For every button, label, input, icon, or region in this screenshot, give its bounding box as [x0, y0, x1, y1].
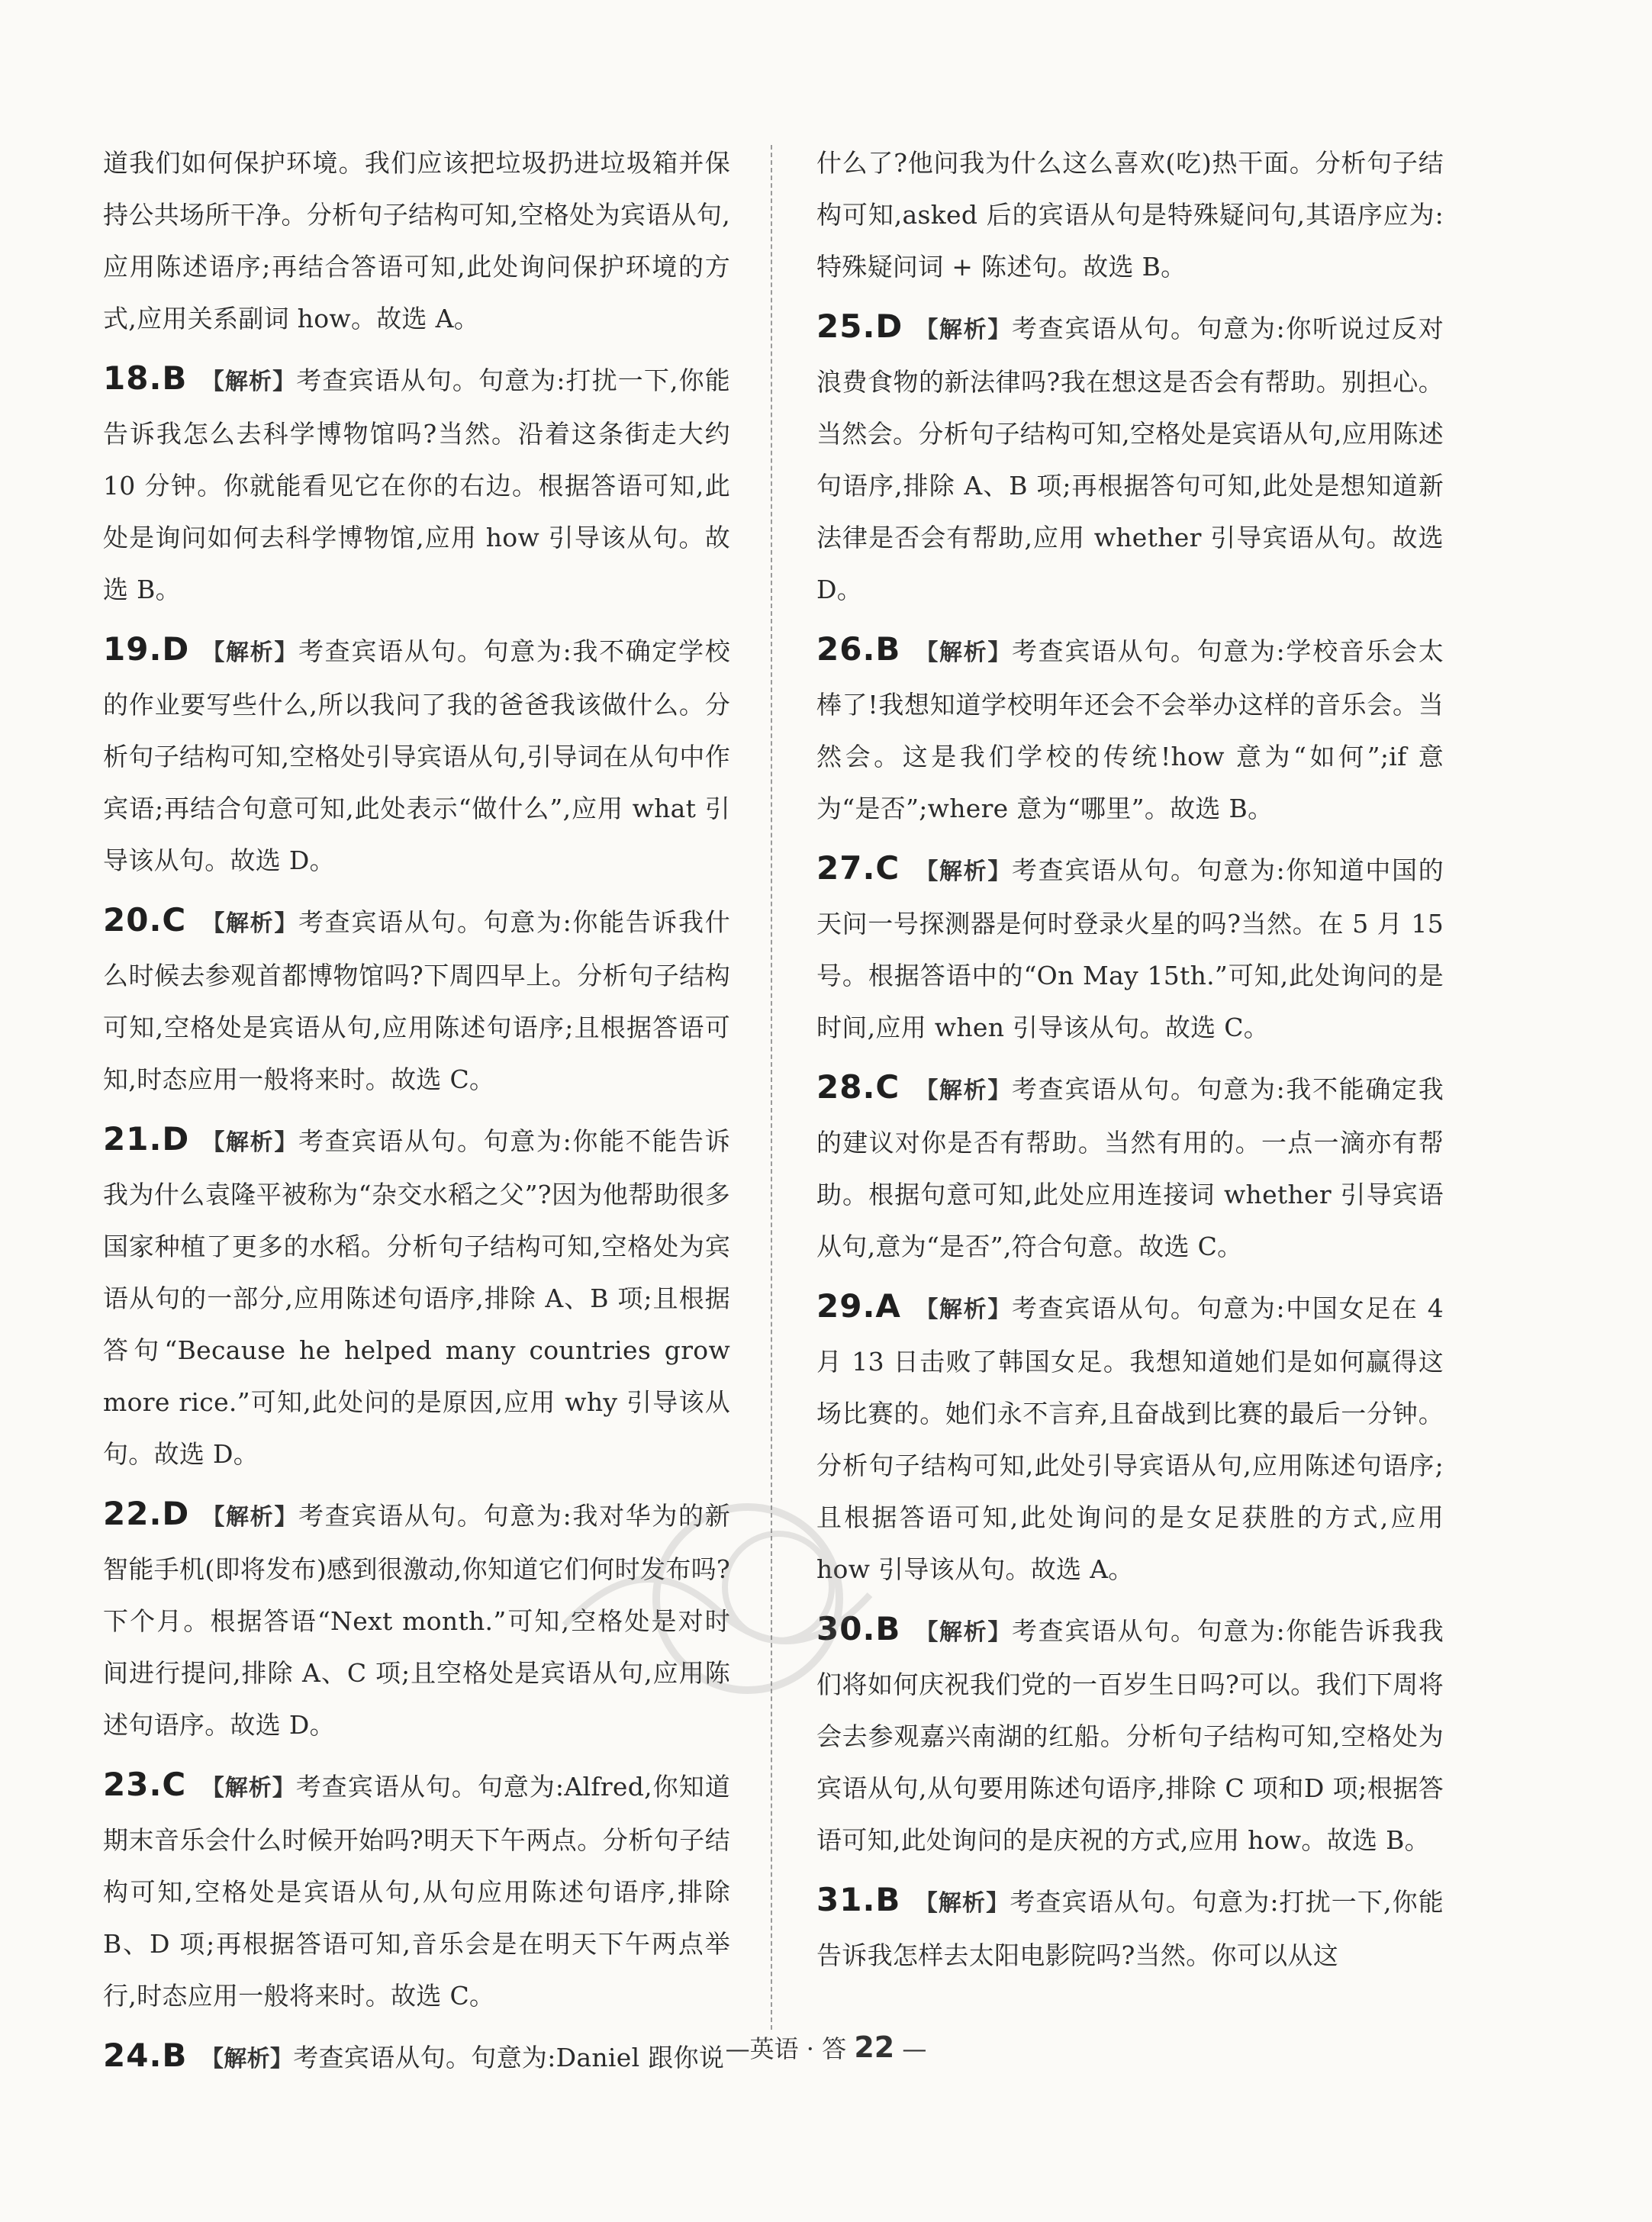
analysis-tag: 【解析】 [914, 317, 1013, 343]
answer-item [816, 1874, 1444, 1982]
answer-paragraph [103, 1759, 730, 2022]
answer-paragraph [816, 301, 1444, 616]
right-intro-text: 什么了?他问我为什么这么喜欢(吃)热干面。分析句子结构可知,asked 后的宾语从句是特殊疑问句,其语序应为:特殊疑问词 + 陈述句。故选 B。 [816, 148, 1444, 282]
column-divider [771, 145, 772, 2030]
answer-explanation: 考查宾语从句。句意为:你能告诉我什么时候去参观首都博物馆吗?下周四早上。分析句子结构可知,空格处是宾语从句,应用陈述句语序;且根据答语可知,时态应用一般将来时。故选 C。 [103, 907, 731, 1094]
answer-paragraph [103, 353, 730, 616]
left-answer-list [103, 353, 730, 2085]
answer-item [816, 842, 1444, 1054]
answer-explanation: 考查宾语从句。句意为:我不能确定我的建议对你是否有帮助。当然有用的。一点一滴亦有帮助。根据句意可知,此处应用连接词 whether 引导宾语从句,意为“是否”,符合句意。故选 C。 [816, 1074, 1444, 1261]
answer-item [103, 623, 730, 887]
answer-explanation: 考查宾语从句。句意为:打扰一下,你能告诉我怎么去科学博物馆吗?当然。沿着这条街走大约 10 分钟。你就能看见它在你的右边。根据答语可知,此处是询问如何去科学博物馆,应用 how 引导该从句。故选 B。 [103, 366, 730, 604]
answer-paragraph [103, 894, 730, 1106]
analysis-tag: 【解析】 [201, 639, 299, 666]
answer-explanation: 考查宾语从句。句意为:Alfred,你知道期末音乐会什么时候开始吗?明天下午两点。分析句子结构可知,空格处是宾语从句,从句应用陈述句语序,排除 B、D 项;再根据答语可知,音乐会是在明天下午两点举行,时态应用一般将来时。故选 C。 [103, 1772, 731, 2011]
left-intro-text: 道我们如何保护环境。我们应该把垃圾扔进垃圾箱并保持公共场所干净。分析句子结构可知,空格处为宾语从句,应用陈述语序;再结合答语可知,此处询问保护环境的方式,应用关系副词 how。故选 A。 [103, 148, 730, 333]
analysis-tag: 【解析】 [201, 910, 299, 937]
page-footer [0, 2030, 1652, 2065]
answer-number: 29.A [816, 1287, 901, 1325]
answer-paragraph [103, 1113, 730, 1480]
right-column [816, 137, 1444, 1989]
answer-explanation: 考查宾语从句。句意为:我对华为的新智能手机(即将发布)感到很激动,你知道它们何时发布吗?下个月。根据答语“Next month.”可知,空格处是对时间进行提问,排除 A、C 项;且空格处是宾语从句,应用陈述句语序。故选 D。 [103, 1501, 731, 1740]
answer-number: 27.C [816, 849, 900, 887]
analysis-tag: 【解析】 [201, 1129, 299, 1156]
footer-dash: — [902, 2034, 927, 2063]
answer-number: 21.D [103, 1120, 190, 1158]
answer-item [816, 623, 1444, 835]
answer-number: 20.C [103, 901, 187, 939]
answer-number: 22.D [103, 1495, 190, 1532]
answer-item [103, 353, 730, 616]
answer-explanation: 考查宾语从句。句意为:中国女足在 4 月 13 日击败了韩国女足。我想知道她们是如何赢得这场比赛的。她们永不言弃,且奋战到比赛的最后一分钟。分析句子结构可知,此处引导宾语从句,应用陈述句语序;且根据答语可知,此处询问的是女足获胜的方式,应用 how 引导该从句。故选 A。 [816, 1293, 1444, 1584]
answer-number: 30.B [816, 1610, 901, 1647]
analysis-tag: 【解析】 [201, 369, 297, 395]
analysis-tag: 【解析】 [914, 1296, 1012, 1323]
answer-paragraph [816, 1874, 1444, 1982]
analysis-tag: 【解析】 [201, 1775, 296, 1802]
answer-explanation: 考查宾语从句。句意为:你能不能告诉我为什么袁隆平被称为“杂交水稻之父”?因为他帮助很多国家种植了更多的水稻。分析句子结构可知,空格处为宾语从句的一部分,应用陈述句语序,排除 A、B 项;且根据答句“Because he helped many countries grow more rice.”可知,此处问的是原因,应用 why 引导该从句。故选 D。 [103, 1126, 731, 1469]
analysis-tag: 【解析】 [201, 2046, 294, 2072]
answer-explanation: 考查宾语从句。句意为:打扰一下,你能告诉我怎样去太阳电影院吗?当然。你可以从这 [816, 1887, 1444, 1970]
analysis-tag: 【解析】 [914, 1890, 1010, 1917]
right-answer-list [816, 301, 1444, 1982]
answer-number: 28.C [816, 1068, 900, 1106]
answer-paragraph [816, 623, 1444, 835]
answer-item [103, 894, 730, 1106]
answer-explanation: 考查宾语从句。句意为:Daniel 跟你说 [293, 2043, 725, 2072]
publisher-watermark-logo [549, 1496, 946, 1702]
answer-explanation: 考查宾语从句。句意为:你听说过反对浪费食物的新法律吗?我在想这是否会有帮助。别担心。当然会。分析句子结构可知,空格处是宾语从句,应用陈述句语序,排除 A、B 项;再根据答句可知,此处是想知道新法律是否会有帮助,应用 whether 引导宾语从句。故选 D。 [816, 314, 1444, 604]
answer-paragraph [103, 623, 730, 887]
page-number: 22 [854, 2030, 895, 2064]
left-column [103, 137, 730, 2093]
answer-item [816, 301, 1444, 616]
answer-paragraph [816, 842, 1444, 1054]
answer-explanation: 考查宾语从句。句意为:你能告诉我我们将如何庆祝我们党的一百岁生日吗?可以。我们下周将会去参观嘉兴南湖的红船。分析句子结构可知,空格处为宾语从句,从句要用陈述句语序,排除 C 项和D 项;根据答语可知,此处询问的是庆祝的方式,应用 how。故选 B。 [816, 1616, 1444, 1855]
analysis-tag: 【解析】 [914, 1077, 1013, 1104]
answer-number: 25.D [816, 308, 903, 345]
analysis-tag: 【解析】 [201, 1504, 299, 1531]
footer-subject: —英语 · 答 [725, 2034, 847, 2063]
answer-number: 26.B [816, 630, 901, 668]
answer-item [103, 1759, 730, 2022]
answer-paragraph [816, 1061, 1444, 1273]
answer-number: 24.B [103, 2037, 188, 2074]
answer-explanation: 考查宾语从句。句意为:学校音乐会太棒了!我想知道学校明年还会不会举办这样的音乐会。当然会。这是我们学校的传统!how 意为“如何”;if 意为“是否”;where 意为“哪里”。故选 B。 [816, 636, 1444, 823]
answer-item [816, 1061, 1444, 1273]
answer-explanation: 考查宾语从句。句意为:我不确定学校的作业要写些什么,所以我问了我的爸爸我该做什么。分析句子结构可知,空格处引导宾语从句,引导词在从句中作宾语;再结合句意可知,此处表示“做什么”,应用 what 引导该从句。故选 D。 [103, 636, 731, 875]
answer-item [103, 1113, 730, 1480]
answer-number: 18.B [103, 359, 188, 397]
analysis-tag: 【解析】 [914, 1619, 1013, 1646]
analysis-tag: 【解析】 [914, 858, 1013, 885]
answer-number: 23.C [103, 1766, 187, 1803]
analysis-tag: 【解析】 [914, 639, 1013, 666]
answer-number: 19.D [103, 630, 190, 668]
answer-number: 31.B [816, 1881, 901, 1918]
answer-explanation: 考查宾语从句。句意为:你知道中国的天问一号探测器是何时登录火星的吗?当然。在 5 月 15 号。根据答语中的“On May 15th.”可知,此处询问的是时间,应用 when 引导该从句。故选 C。 [816, 855, 1444, 1042]
